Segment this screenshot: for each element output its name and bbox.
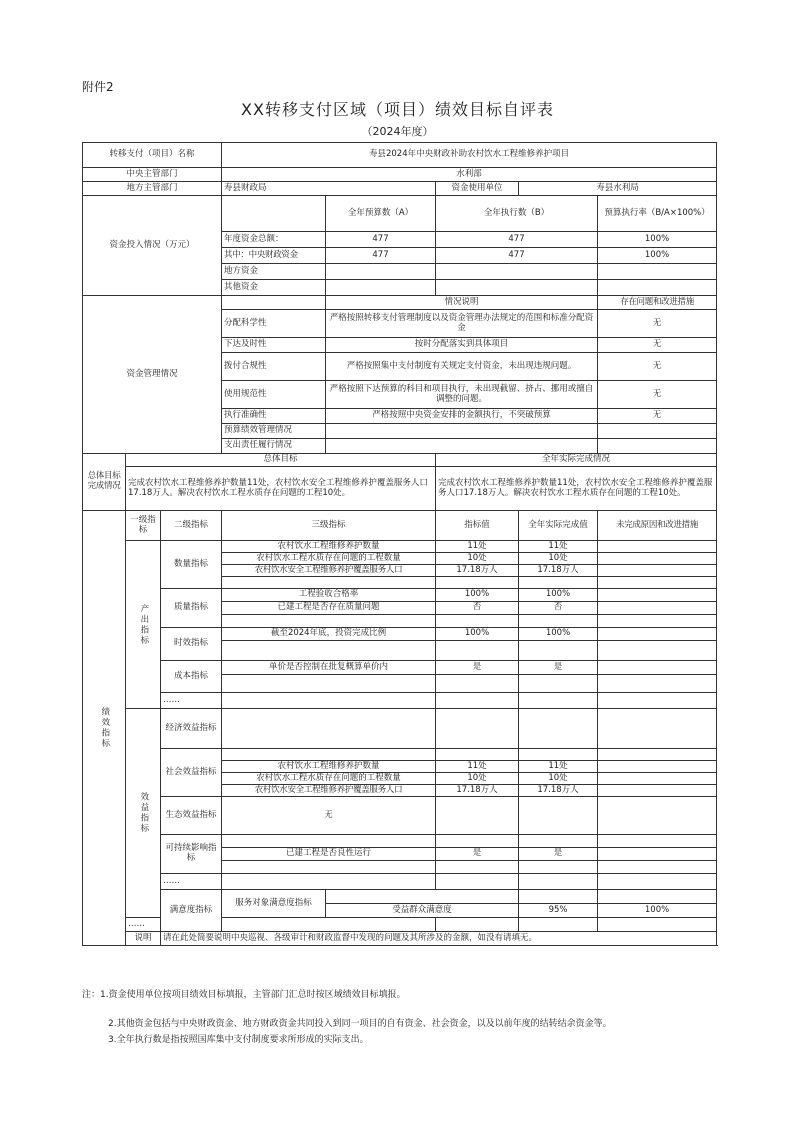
mgmt-row-desc: 严格按照集中支付制度有关规定支付资金，未出现违规问题。 [326,353,598,381]
indicator-target [436,675,519,693]
indicator-actual: 是 [519,661,598,675]
footnotes [82,990,722,1046]
indicator-reason [598,874,717,890]
evaluation-table [82,142,717,946]
indicator-actual [519,874,598,890]
mgmt-section-label: 资金管理情况 [83,296,222,454]
explain-label: 说明 [126,932,161,946]
indicator-actual: 10处 [519,553,598,565]
effect-indicator-text: 效益指标 [138,792,149,834]
funds-section-label: 资金投入情况（万元） [83,196,222,296]
mgmt-row-issue [598,439,717,454]
indicator-reason [598,628,717,641]
ellipsis-label: …… [161,693,222,709]
funds-exec [436,264,598,280]
indicator-actual [598,890,717,904]
indicator-actual: 100% [519,628,598,641]
indicator-name: 无 [222,797,436,835]
mgmt-blank-header [222,296,326,310]
ellipsis-label: …… [161,874,222,890]
indicator-name [222,835,436,848]
indicator-name: 已建工程是否存在质量问题 [222,602,436,615]
indicator-target: 11处 [436,541,519,553]
funds-exec [436,280,598,296]
budget-header: 全年预算数（A） [326,196,436,232]
indicator-reason [598,693,717,709]
indicator-name [222,641,436,661]
indicator-actual: 100% [519,589,598,602]
indicator-reason [598,589,717,602]
indicator-reason [598,641,717,661]
indicator-name: 农村饮水工程维修养护数量 [222,541,436,553]
output-indicator-label [126,541,161,709]
actual-value-header: 全年实际完成值 [519,511,598,541]
footnote: 注：1.资金使用单位按项目绩效目标填报，主管部门汇总时按区域绩效目标填报。 [82,990,406,1000]
effect-indicator-label [126,709,161,918]
overall-actual-text: 完成农村饮水工程维修养护数量11处，农村饮水安全工程维修养护覆盖服务人口17.18万人。解决农村饮水工程水质存在问题的工程10处。 [436,467,717,511]
mgmt-row-desc [326,439,598,454]
indicator-name [222,577,436,589]
indicator-reason [598,797,717,835]
footnote: 2.其他资金包括与中央财政资金、地方财政资金共同投入到同一项目的自有资金、社会资金，以及以前年度的结转结余资金等。 [108,1019,612,1030]
funds-budget: 477 [326,248,436,264]
funds-rate: 100% [598,248,717,264]
indicator-actual: 11处 [519,761,598,773]
indicator-actual: 否 [519,602,598,615]
indicator-target: 17.18万人 [436,785,519,797]
indicator-name [222,675,436,693]
indicator-target: 是 [436,661,519,675]
indicator-name: 农村饮水安全工程维修养护覆盖服务人口 [222,785,436,797]
project-name-value: 寿县2024年中央财政补助农村饮水工程维修养护项目 [222,143,717,168]
indicator-actual: 11处 [519,541,598,553]
indicator-actual [519,641,598,661]
indicator-reason [598,861,717,874]
indicator-target: 100% [436,628,519,641]
indicator-actual [519,693,598,709]
output-indicator-text: 产出指标 [138,603,149,646]
mgmt-issue-header: 存在问题和改进措施 [598,296,717,310]
mgmt-row-desc: 严格按照下达预算的科目和项目执行，未出现截留、挤占、挪用或擅自调整的问题。 [326,381,598,409]
mgmt-row-issue: 无 [598,381,717,409]
indicator-target: 10处 [436,553,519,565]
ellipsis-label: …… [126,918,161,932]
funds-rate [598,264,717,280]
fund-user-value: 寿县水利局 [519,182,717,196]
quantity-indicator-label: 数量指标 [161,541,222,589]
project-name-label: 转移支付（项目）名称 [83,143,222,168]
level1-header: 一级指标 [126,511,161,541]
indicator-target: 100% [436,589,519,602]
indicator-target: 17.18万人 [436,565,519,577]
reason-header: 未完成原因和改进措施 [598,511,717,541]
indicator-target: 否 [436,602,519,615]
funds-budget: 477 [326,232,436,248]
indicator-name: 农村饮水工程水质存在问题的工程数量 [222,553,436,565]
indicator-actual [519,749,598,761]
indicator-target [436,577,519,589]
indicator-name: 工程验收合格率 [222,589,436,602]
indicator-reason [598,835,717,848]
indicator-name: 已建工程是否良性运行 [222,848,436,861]
indicator-actual [519,835,598,848]
fund-user-label: 资金使用单位 [436,182,519,196]
explain-text: 请在此处简要说明中央巡视、各级审计和财政监督中发现的问题及其所涉及的金额，如没有请填无。 [161,932,717,946]
indicator-actual: 17.18万人 [519,785,598,797]
mgmt-row-label: 支出责任履行情况 [222,439,326,454]
indicator-actual: 100% [598,904,717,918]
funds-budget [326,280,436,296]
indicator-name [222,749,436,761]
indicator-name [222,615,436,628]
indicator-target: 是 [436,848,519,861]
mgmt-row-label: 预算绩效管理情况 [222,424,326,439]
indicator-name [326,890,519,904]
indicator-reason [598,848,717,861]
indicator-actual [519,918,598,932]
central-dept-label: 中央主管部门 [83,168,222,182]
footnote: 3.全年执行数是指按照国库集中支付制度要求所形成的实际支出。 [108,1034,369,1045]
indicator-name: 受益群众满意度 [326,904,519,918]
indicator-actual [519,615,598,628]
indicator-target [436,641,519,661]
indicator-name [222,693,436,709]
indicator-reason [598,761,717,773]
page-title: XX转移支付区域（项目）绩效目标自评表 [241,100,554,119]
indicator-actual [519,861,598,874]
indicator-name [222,709,436,749]
indicator-actual: 10处 [519,773,598,785]
overall-actual-header: 全年实际完成情况 [436,454,717,467]
mgmt-desc-header: 情况说明 [326,296,598,310]
indicator-name: 农村饮水安全工程维修养护覆盖服务人口 [222,565,436,577]
mgmt-row-label: 分配科学性 [222,310,326,338]
central-dept-value: 水利部 [222,168,717,182]
indicator-target [436,749,519,761]
economic-indicator-label: 经济效益指标 [161,709,222,749]
indicator-name: 截至2024年底，投资完成比例 [222,628,436,641]
indicator-reason [598,709,717,749]
indicator-target [436,615,519,628]
indicator-reason [598,918,717,932]
indicator-actual: 17.18万人 [519,565,598,577]
mgmt-row-desc: 严格按照转移支付管理制度以及资金管理办法规定的范围和标准分配资金 [326,310,598,338]
indicator-target [436,797,519,835]
indicator-reason [598,602,717,615]
indicator-reason [598,773,717,785]
indicator-target: 11处 [436,761,519,773]
indicator-target [436,874,519,890]
indicator-target [436,693,519,709]
sustain-indicator-label: 可持续影响指标 [161,835,222,874]
indicator-name: 单价是否控制在批复概算单价内 [222,661,436,675]
indicator-reason [598,675,717,693]
time-indicator-label: 时效指标 [161,628,222,661]
indicator-target [436,709,519,749]
local-dept-value: 寿县财政局 [222,182,436,196]
indicator-target: 95% [519,904,598,918]
mgmt-row-label: 执行准确性 [222,409,326,424]
mgmt-row-issue [598,424,717,439]
funds-exec: 477 [436,248,598,264]
indicator-reason [598,541,717,553]
funds-exec: 477 [436,232,598,248]
overall-target-text: 完成农村饮水工程维修养护数量11处，农村饮水安全工程维修养护覆盖服务人口17.18万人。解决农村饮水工程水质存在问题的工程10处。 [126,467,436,511]
attachment-label: 附件2 [82,80,114,94]
indicator-reason [598,553,717,565]
indicator-actual [519,797,598,835]
overall-target-header: 总体目标 [126,454,436,467]
indicator-name [222,874,436,890]
mgmt-row-issue: 无 [598,310,717,338]
indicator-reason [598,785,717,797]
mgmt-row-desc: 按时分配落实到具体项目 [326,338,598,353]
level2-header: 二级指标 [161,511,222,541]
mgmt-row-issue: 无 [598,353,717,381]
eco-indicator-label: 生态效益指标 [161,797,222,835]
rate-header: 预算执行率（B/A×100%） [598,196,717,232]
local-dept-label: 地方主管部门 [83,182,222,196]
indicator-reason [598,661,717,675]
funds-blank-header [222,196,326,232]
funds-row-label: 年度资金总额： [222,232,326,248]
indicator-actual [519,675,598,693]
mgmt-row-label: 拨付合规性 [222,353,326,381]
mgmt-row-desc [326,424,598,439]
funds-rate: 100% [598,232,717,248]
social-indicator-label: 社会效益指标 [161,749,222,797]
funds-row-label: 地方资金 [222,264,326,280]
mgmt-row-label: 下达及时性 [222,338,326,353]
mgmt-row-issue: 无 [598,338,717,353]
target-value-header: 指标值 [436,511,519,541]
indicators-section-label [83,511,126,946]
quality-indicator-label: 质量指标 [161,589,222,628]
cost-indicator-label: 成本指标 [161,661,222,693]
indicator-actual [519,577,598,589]
exec-header: 全年执行数（B） [436,196,598,232]
year-label: （2024年度） [361,125,434,138]
indicator-actual [519,709,598,749]
mgmt-row-label: 使用规范性 [222,381,326,409]
mgmt-row-issue: 无 [598,409,717,424]
funds-row-label: 其他资金 [222,280,326,296]
funds-row-label: 其中：中央财政资金 [222,248,326,264]
indicator-target [436,861,519,874]
satisfaction-sub-label: 服务对象满意度指标 [222,890,326,918]
indicator-reason [598,749,717,761]
indicators-section-text: 绩效指标 [99,707,110,749]
mgmt-row-desc: 严格按照中央资金安排的金额执行，不突破预算 [326,409,598,424]
indicator-target [436,918,519,932]
indicator-reason [598,565,717,577]
indicator-name [222,861,436,874]
level3-header: 三级指标 [222,511,436,541]
overall-section-label: 总体目标完成情况 [83,454,126,511]
satisfaction-indicator-label: 满意度指标 [161,890,222,932]
indicator-name: 农村饮水工程水质存在问题的工程数量 [222,773,436,785]
indicator-actual: 是 [519,848,598,861]
indicator-target: 10处 [436,773,519,785]
funds-rate [598,280,717,296]
indicator-target [519,890,598,904]
indicator-name: 农村饮水工程维修养护数量 [222,761,436,773]
funds-budget [326,264,436,280]
indicator-reason [598,577,717,589]
indicator-reason [598,615,717,628]
indicator-target [436,835,519,848]
indicator-name [222,918,436,932]
